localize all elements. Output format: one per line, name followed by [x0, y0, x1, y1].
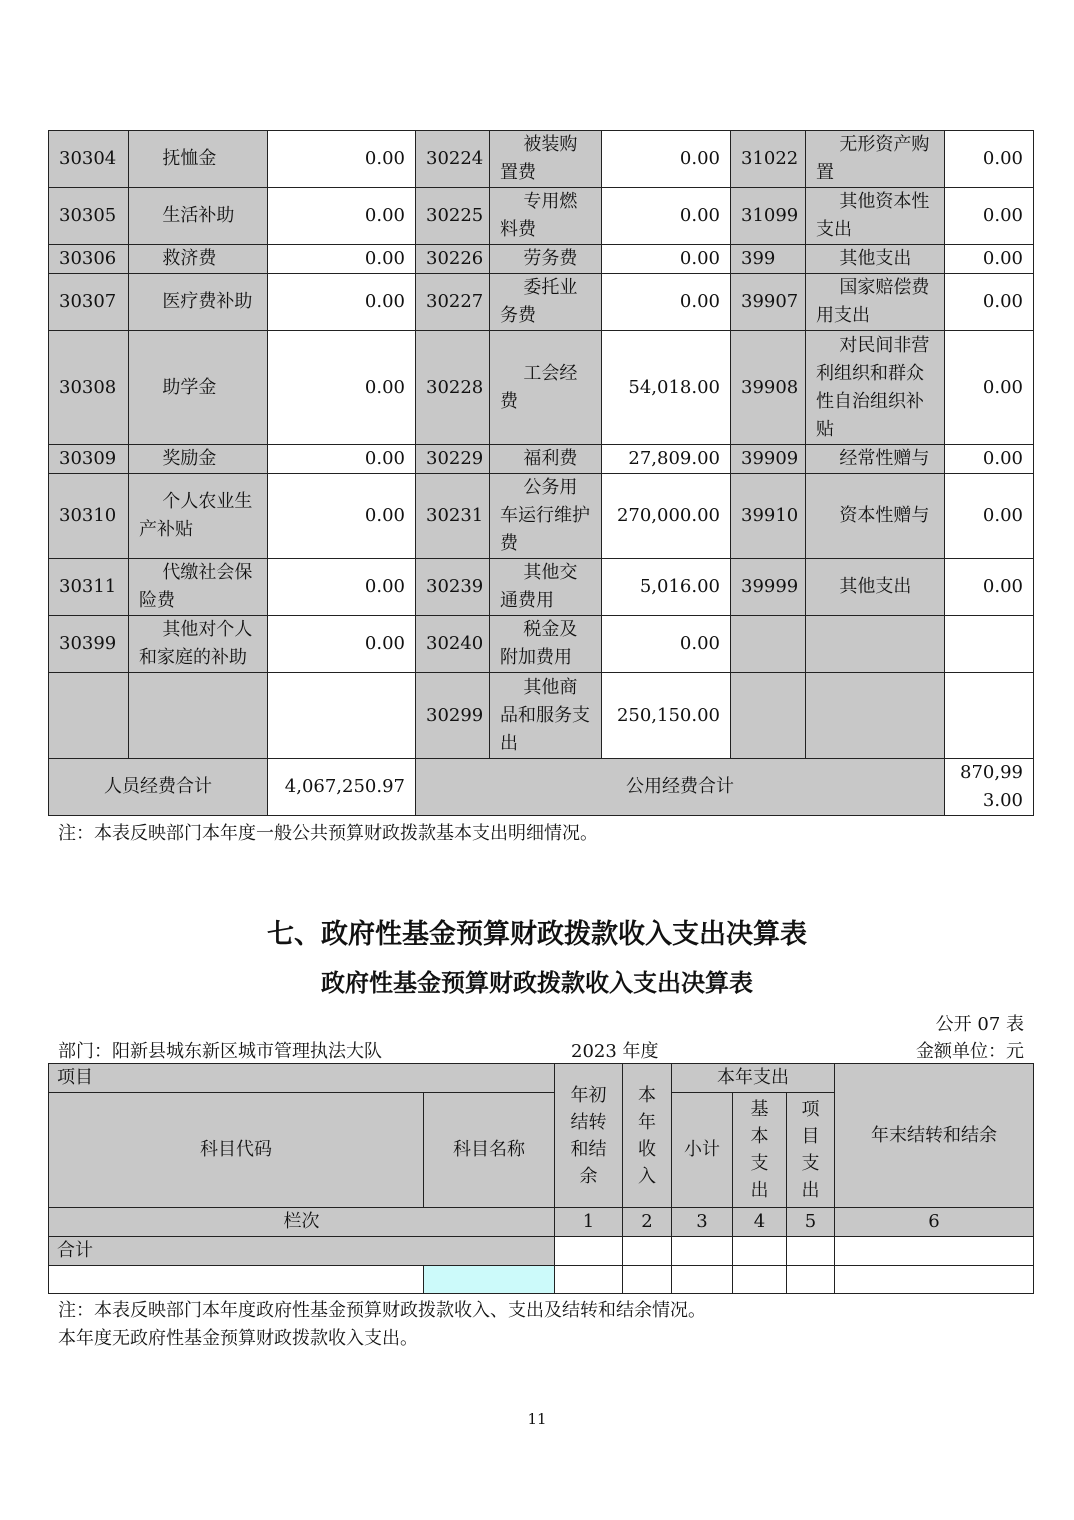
detail-name: 救济费 — [129, 245, 268, 274]
detail-value: 0.00 — [268, 188, 416, 245]
table-cell — [49, 1266, 424, 1294]
detail-row — [49, 274, 1034, 331]
column-number: 5 — [787, 1208, 835, 1237]
table-cell — [787, 1237, 835, 1266]
detail-name — [806, 616, 945, 673]
basic-expenditure-detail-table — [48, 130, 1034, 816]
detail-name: 其他支出 — [806, 245, 945, 274]
detail-value: 0.00 — [268, 445, 416, 474]
table-cell — [835, 1237, 1034, 1266]
detail-code: 30228 — [416, 331, 490, 445]
header-basic-text: 基本支出 — [750, 1099, 769, 1201]
detail-code — [731, 616, 806, 673]
detail-code: 30306 — [49, 245, 129, 274]
header-code: 科目代码 — [49, 1093, 424, 1208]
detail-name: 无形资产购置 — [806, 131, 945, 188]
note-basic-expenditure: 注：本表反映部门本年度一般公共预算财政拨款基本支出明细情况。 — [58, 823, 598, 844]
note-fund-table: 注：本表反映部门本年度政府性基金预算财政拨款收入、支出及结转和结余情况。 — [58, 1300, 706, 1321]
header-income-text: 本年收入 — [638, 1084, 656, 1187]
detail-value: 0.00 — [602, 274, 731, 331]
detail-row — [49, 331, 1034, 445]
detail-code: 30310 — [49, 474, 129, 559]
personnel-total-label: 人员经费合计 — [49, 759, 268, 816]
header-begin-balance — [555, 1064, 623, 1208]
detail-value: 0.00 — [268, 474, 416, 559]
detail-row — [49, 245, 1034, 274]
detail-value — [268, 673, 416, 759]
table-cell — [623, 1237, 672, 1266]
table-cell — [555, 1266, 623, 1294]
section-title: 七、政府性基金预算财政拨款收入支出决算表 — [267, 919, 807, 950]
detail-value: 250,150.00 — [602, 673, 731, 759]
detail-row — [49, 474, 1034, 559]
table-cell — [672, 1266, 733, 1294]
detail-code: 30239 — [416, 559, 490, 616]
detail-value: 0.00 — [945, 445, 1034, 474]
table-cell — [623, 1266, 672, 1294]
detail-name: 其他商品和服务支出 — [490, 673, 602, 759]
detail-code: 39909 — [731, 445, 806, 474]
page-number: 11 — [527, 1410, 547, 1428]
detail-name: 工会经费 — [490, 331, 602, 445]
detail-code — [49, 673, 129, 759]
detail-name: 资本性赠与 — [806, 474, 945, 559]
detail-name: 抚恤金 — [129, 131, 268, 188]
detail-code: 39908 — [731, 331, 806, 445]
detail-row — [49, 445, 1034, 474]
detail-code: 30229 — [416, 445, 490, 474]
detail-code: 30231 — [416, 474, 490, 559]
detail-name: 福利费 — [490, 445, 602, 474]
detail-code — [731, 673, 806, 759]
header-end-balance: 年末结转和结余 — [835, 1064, 1034, 1208]
detail-code: 30225 — [416, 188, 490, 245]
detail-value: 0.00 — [268, 559, 416, 616]
total-row — [49, 759, 1034, 816]
detail-name — [806, 673, 945, 759]
detail-row — [49, 131, 1034, 188]
detail-name: 其他交通费用 — [490, 559, 602, 616]
detail-value: 0.00 — [945, 559, 1034, 616]
detail-code: 30399 — [49, 616, 129, 673]
detail-value: 0.00 — [945, 245, 1034, 274]
table-title: 政府性基金预算财政拨款收入支出决算表 — [321, 969, 753, 997]
detail-value — [945, 616, 1034, 673]
detail-value: 0.00 — [945, 331, 1034, 445]
detail-value: 0.00 — [945, 188, 1034, 245]
detail-value: 0.00 — [945, 131, 1034, 188]
detail-name: 经常性赠与 — [806, 445, 945, 474]
year-label: 2023 年度 — [571, 1041, 659, 1062]
detail-code: 30226 — [416, 245, 490, 274]
detail-value: 0.00 — [945, 474, 1034, 559]
detail-code: 30304 — [49, 131, 129, 188]
detail-value: 0.00 — [602, 616, 731, 673]
detail-code: 30309 — [49, 445, 129, 474]
column-number: 4 — [733, 1208, 787, 1237]
table-cell — [555, 1237, 623, 1266]
detail-value: 270,000.00 — [602, 474, 731, 559]
detail-name — [129, 673, 268, 759]
detail-value: 27,809.00 — [602, 445, 731, 474]
header-expense: 本年支出 — [672, 1064, 835, 1093]
detail-name: 委托业务费 — [490, 274, 602, 331]
detail-value: 0.00 — [268, 331, 416, 445]
unit-label: 金额单位：元 — [916, 1041, 1024, 1062]
total-label: 合计 — [49, 1237, 555, 1266]
header-begin-balance-text: 年初结转和结余 — [570, 1084, 607, 1187]
detail-name: 其他支出 — [806, 559, 945, 616]
detail-name: 对民间非营利组织和群众性自治组织补贴 — [806, 331, 945, 445]
detail-name: 税金及附加费用 — [490, 616, 602, 673]
detail-value: 54,018.00 — [602, 331, 731, 445]
detail-name: 专用燃料费 — [490, 188, 602, 245]
detail-name: 劳务费 — [490, 245, 602, 274]
detail-value — [945, 673, 1034, 759]
detail-value: 0.00 — [945, 274, 1034, 331]
detail-name: 其他对个人和家庭的补助 — [129, 616, 268, 673]
table-cell — [672, 1237, 733, 1266]
detail-value: 0.00 — [602, 131, 731, 188]
header-project-text: 项目支出 — [801, 1099, 820, 1201]
public-total-value: 870,993.00 — [945, 759, 1034, 816]
detail-code: 31099 — [731, 188, 806, 245]
detail-code: 30308 — [49, 331, 129, 445]
header-name: 科目名称 — [424, 1093, 555, 1208]
detail-name: 生活补助 — [129, 188, 268, 245]
detail-code: 30227 — [416, 274, 490, 331]
detail-code: 39999 — [731, 559, 806, 616]
department-label: 部门：阳新县城东新区城市管理执法大队 — [58, 1041, 382, 1062]
header-income — [623, 1064, 672, 1208]
detail-row — [49, 673, 1034, 759]
public-total-label: 公用经费合计 — [416, 759, 945, 816]
detail-value: 0.00 — [602, 245, 731, 274]
detail-name: 代缴社会保险费 — [129, 559, 268, 616]
detail-code: 39910 — [731, 474, 806, 559]
table-cell-highlighted — [424, 1266, 555, 1294]
personnel-total-value: 4,067,250.97 — [268, 759, 416, 816]
detail-code: 30311 — [49, 559, 129, 616]
column-number: 2 — [623, 1208, 672, 1237]
column-number: 6 — [835, 1208, 1034, 1237]
header-basic — [733, 1093, 787, 1208]
detail-row — [49, 188, 1034, 245]
detail-name: 国家赔偿费用支出 — [806, 274, 945, 331]
table-number: 公开 07 表 — [935, 1014, 1024, 1035]
column-label: 栏次 — [49, 1208, 555, 1237]
column-number: 1 — [555, 1208, 623, 1237]
detail-name: 医疗费补助 — [129, 274, 268, 331]
detail-name: 助学金 — [129, 331, 268, 445]
detail-name: 个人农业生产补贴 — [129, 474, 268, 559]
detail-code: 30305 — [49, 188, 129, 245]
header-subtotal: 小计 — [672, 1093, 733, 1208]
detail-code: 30299 — [416, 673, 490, 759]
column-number: 3 — [672, 1208, 733, 1237]
detail-code: 31022 — [731, 131, 806, 188]
table-cell — [733, 1266, 787, 1294]
detail-name: 奖励金 — [129, 445, 268, 474]
detail-value: 5,016.00 — [602, 559, 731, 616]
detail-code: 39907 — [731, 274, 806, 331]
detail-row — [49, 559, 1034, 616]
detail-name: 其他资本性支出 — [806, 188, 945, 245]
header-project — [787, 1093, 835, 1208]
detail-code: 399 — [731, 245, 806, 274]
header-item: 项目 — [49, 1064, 555, 1093]
detail-value: 0.00 — [268, 616, 416, 673]
detail-code: 30307 — [49, 274, 129, 331]
detail-row — [49, 616, 1034, 673]
detail-value: 0.00 — [268, 131, 416, 188]
detail-value: 0.00 — [268, 245, 416, 274]
detail-value: 0.00 — [268, 274, 416, 331]
note-no-fund: 本年度无政府性基金预算财政拨款收入支出。 — [58, 1328, 418, 1349]
detail-value: 0.00 — [602, 188, 731, 245]
table-cell — [733, 1237, 787, 1266]
table-cell — [787, 1266, 835, 1294]
table-cell — [835, 1266, 1034, 1294]
detail-name: 被装购置费 — [490, 131, 602, 188]
detail-name: 公务用车运行维护费 — [490, 474, 602, 559]
detail-code: 30224 — [416, 131, 490, 188]
government-fund-table — [48, 1063, 1034, 1294]
detail-code: 30240 — [416, 616, 490, 673]
